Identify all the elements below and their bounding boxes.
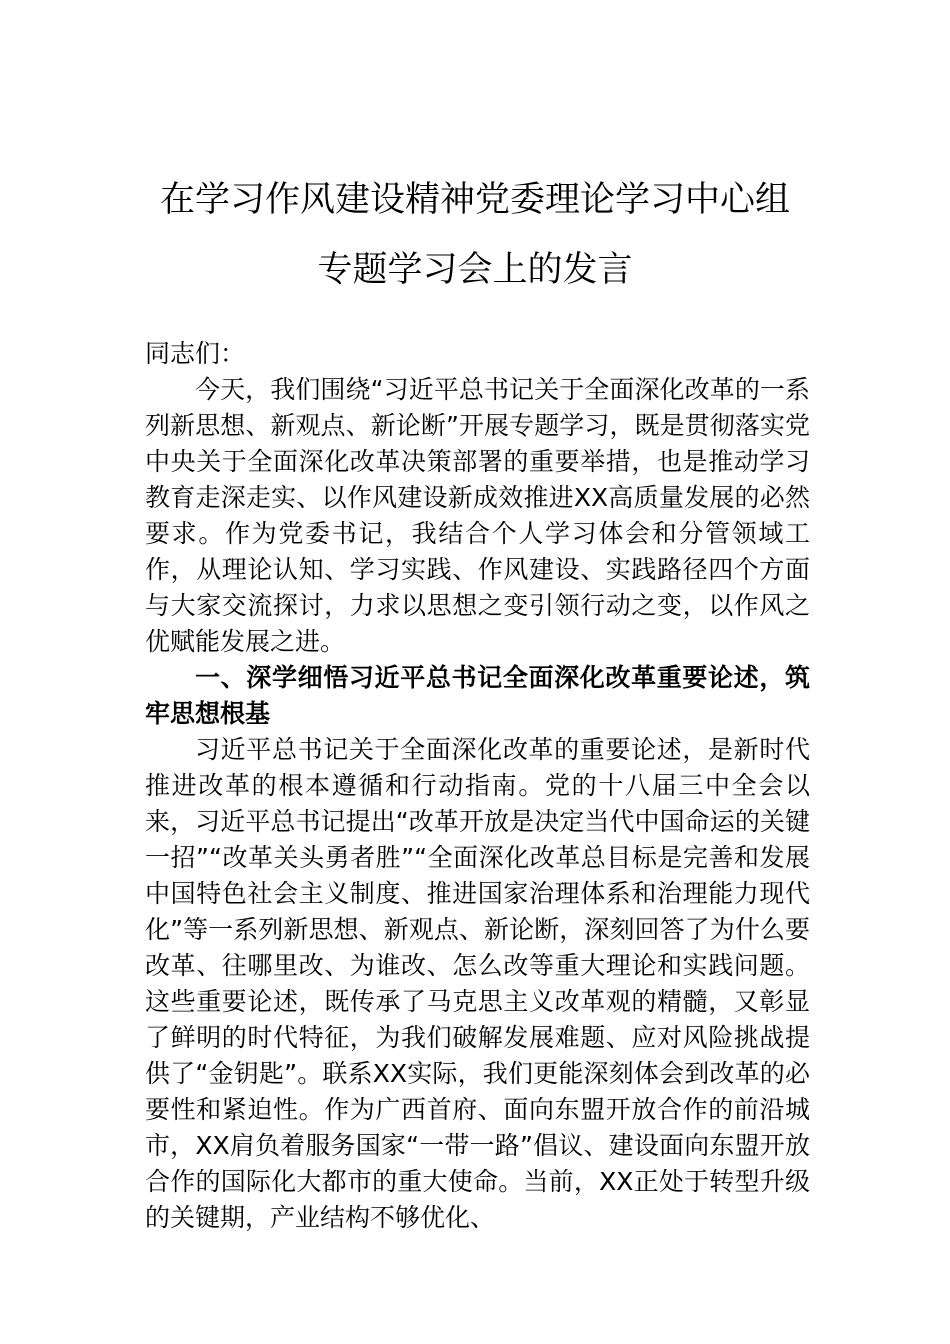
document-body xyxy=(145,336,810,1236)
salutation: 同志们： xyxy=(145,339,246,368)
section-heading-1: 一、深学细悟习近平总书记全面深化改革重要论述，筑牢思想根基 xyxy=(145,663,810,728)
document-title-line-1: 在学习作风建设精神党委理论学习中心组 xyxy=(159,180,790,220)
paragraph-intro: 今天，我们围绕“习近平总书记关于全面深化改革的一系列新思想、新观点、新论断”开展专题学习，既是贯彻落实党中央关于全面深化改革决策部署的重要举措，也是推动学习教育走深走实、以作风建设新成效推进XX高质量发展的必然要求。作为党委书记，我结合个人学习体会和分管领域工作，从理论认知、学习实践、作风建设、实践路径四个方面与大家交流探讨，力求以思想之变引领行动之变，以作风之优赋能发展之进。 xyxy=(145,375,810,656)
paragraph-section-1: 习近平总书记关于全面深化改革的重要论述，是新时代推进改革的根本遵循和行动指南。党的十八届三中全会以来，习近平总书记提出“改革开放是决定当代中国命运的关键一招”“改革关头勇者胜”“全面深化改革总目标是完善和发展中国特色社会主义制度、推进国家治理体系和治理能力现代化”等一系列新思想、新观点、新论断，深刻回答了为什么要改革、往哪里改、为谁改、怎么改等重大理论和实践问题。这些重要论述，既传承了马克思主义改革观的精髓，又彰显了鲜明的时代特征，为我们破解发展难题、应对风险挑战提供了“金钥匙”。联系XX实际，我们更能深刻体会到改革的必要性和紧迫性。作为广西首府、面向东盟开放合作的前沿城市，XX肩负着服务国家“一带一路”倡议、建设面向东盟开放合作的国际化大都市的重大使命。当前，XX正处于转型升级的关键期，产业结构不够优化、 xyxy=(145,735,810,1232)
document-title-line-2: 专题学习会上的发言 xyxy=(317,250,633,290)
